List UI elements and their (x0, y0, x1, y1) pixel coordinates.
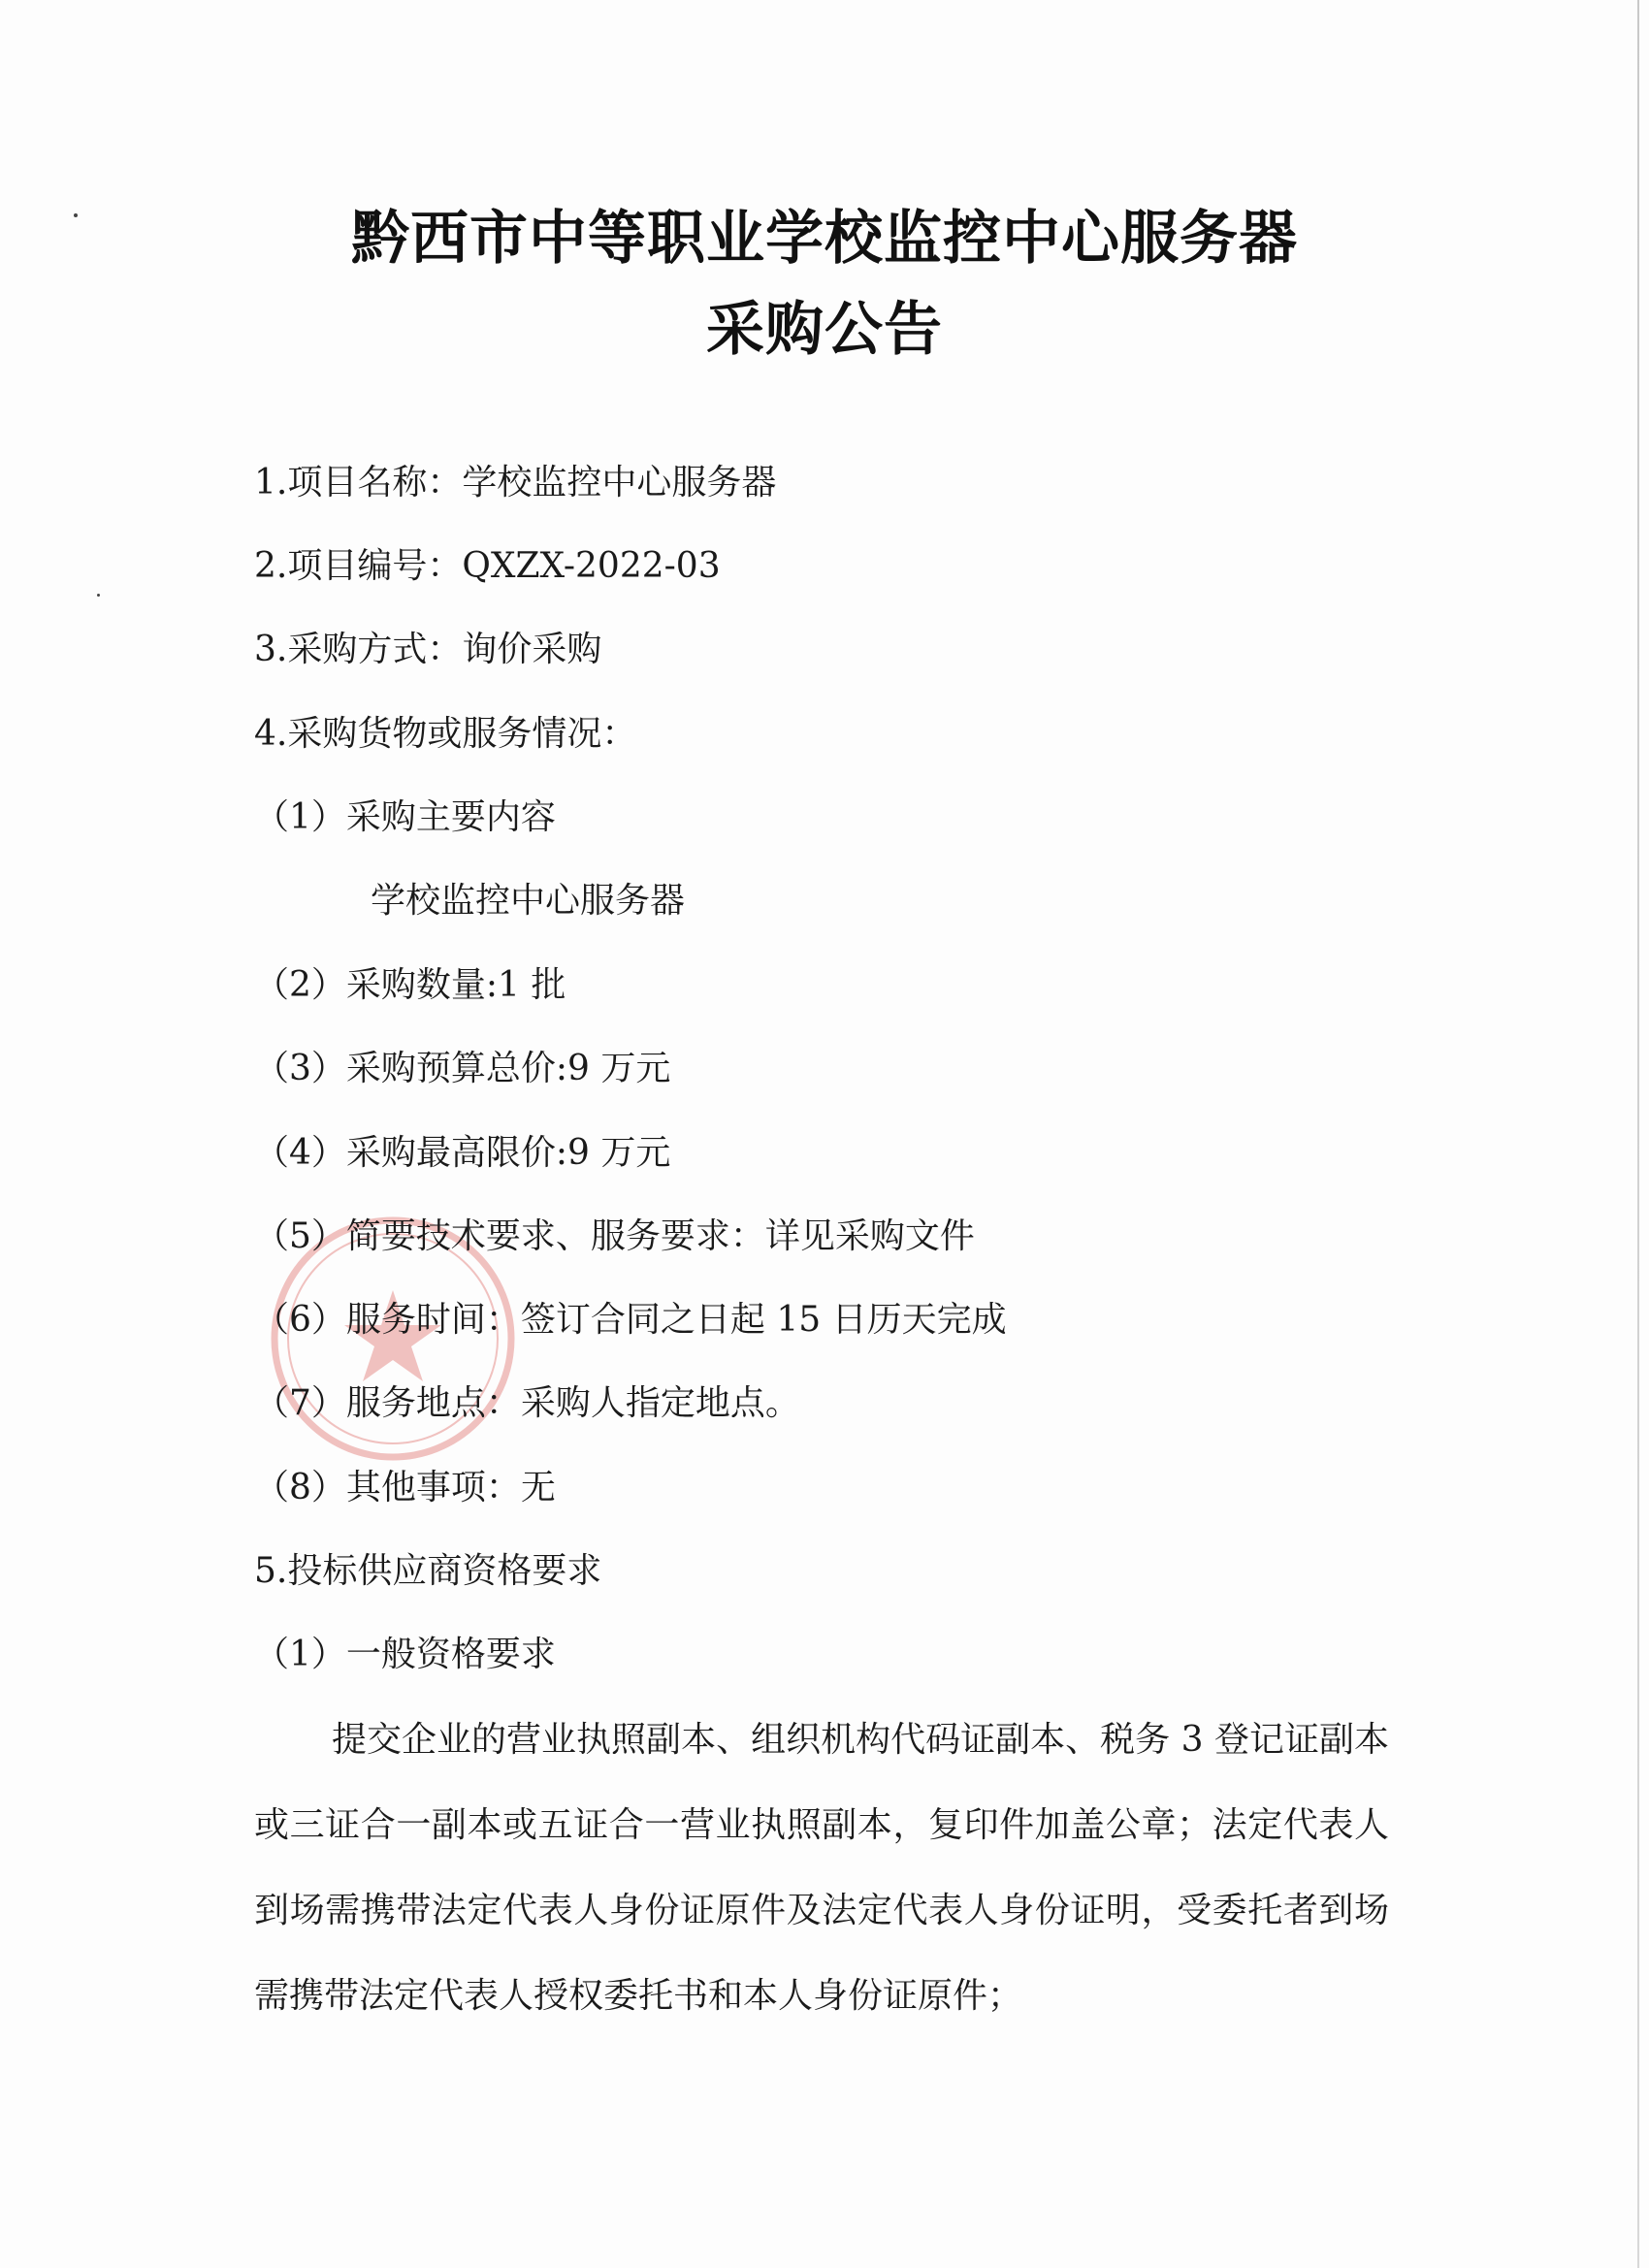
budget-total: （3）采购预算总价:9 万元 (254, 1049, 671, 1088)
document-title-line1: 黔西市中等职业学校监控中心服务器 (351, 205, 1298, 273)
technical-requirements: （5）简要技术要求、服务要求：详见采购文件 (254, 1216, 975, 1256)
main-content-value: 学校监控中心服务器 (371, 881, 686, 921)
section-goods-services: 4.采购货物或服务情况： (254, 714, 637, 754)
main-content-heading: （1）采购主要内容 (254, 797, 556, 837)
procurement-method: 3.采购方式：询价采购 (254, 630, 602, 669)
general-qualifications-heading: （1）一般资格要求 (254, 1635, 556, 1674)
scan-speck (97, 594, 100, 597)
service-time: （6）服务时间：签订合同之日起 15 日历天完成 (254, 1300, 1007, 1340)
max-price: （4）采购最高限价:9 万元 (254, 1133, 671, 1173)
section-supplier-qualifications: 5.投标供应商资格要求 (254, 1551, 602, 1591)
project-number: 2.项目编号：QXZX-2022-03 (254, 546, 721, 586)
other-matters: （8）其他事项：无 (254, 1468, 556, 1507)
document-title-line2: 采购公告 (706, 296, 943, 364)
quantity: （2）采购数量:1 批 (254, 965, 566, 1005)
general-qualifications-paragraph: 提交企业的营业执照副本、组织机构代码证副本、税务 3 登记证副本或三证合一副本或五证合一营业执照副本，复印件加盖公章；法定代表人到场需携带法定代表人身份证原件及法定代表人身份证明，受委托者到场需携带法定代表人授权委托书和本人身份证原件； (254, 1720, 1389, 2016)
project-name: 1.项目名称：学校监控中心服务器 (254, 463, 777, 502)
service-location: （7）服务地点：采购人指定地点。 (254, 1383, 800, 1423)
